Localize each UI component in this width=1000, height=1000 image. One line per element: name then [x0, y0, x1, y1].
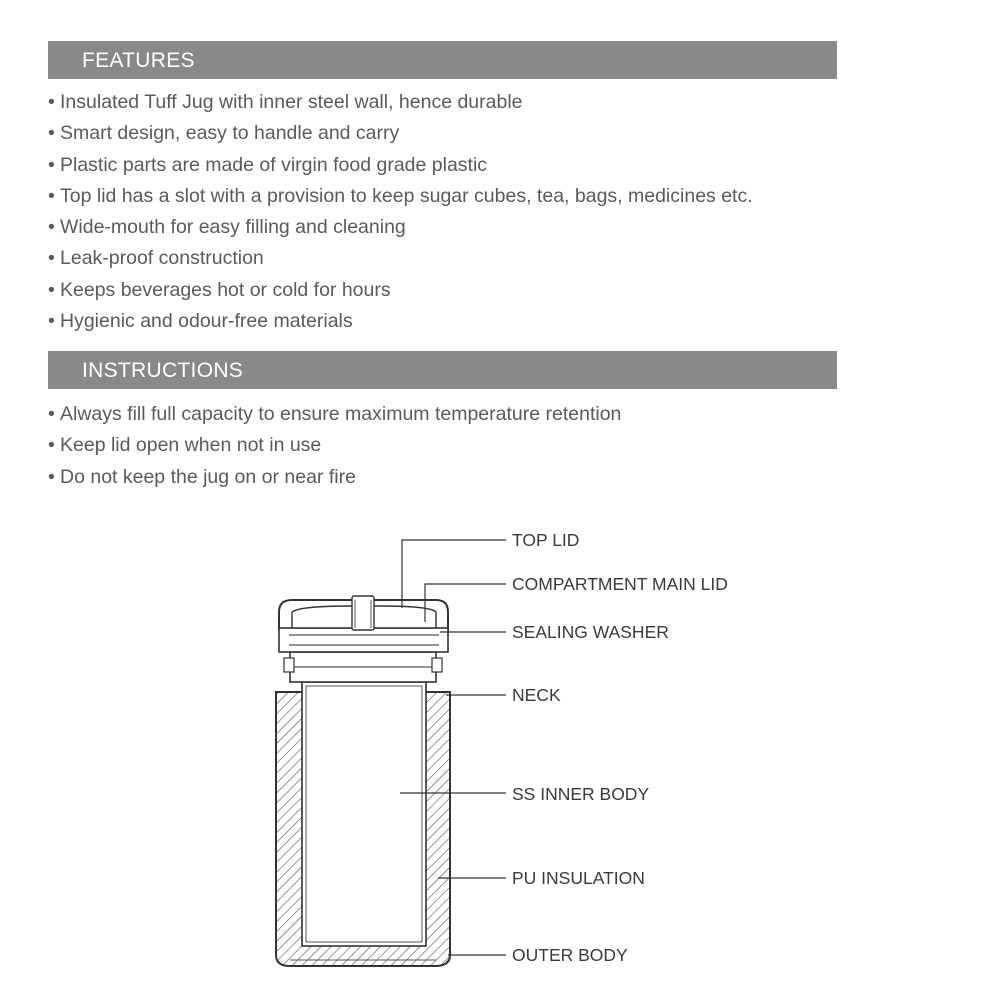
feature-item [48, 275, 753, 306]
feature-item [48, 306, 753, 337]
feature-item [48, 118, 753, 149]
jug-neck [284, 652, 442, 682]
features-list [48, 87, 753, 337]
leader-top-lid [402, 540, 506, 608]
label-neck: NECK [512, 685, 561, 705]
feature-item [48, 181, 753, 212]
bullet-dot: • [48, 216, 55, 239]
feature-item [48, 150, 753, 181]
feature-text: Top lid has a slot with a provision to keep sugar cubes, tea, bags, medicines etc. [60, 184, 753, 207]
bullet-dot: • [48, 465, 55, 488]
feature-text: Plastic parts are made of virgin food grade plastic [60, 153, 488, 176]
bullet-dot: • [48, 403, 55, 425]
feature-text: Leak-proof construction [60, 247, 264, 270]
bullet-dot: • [48, 91, 55, 113]
label-sealing-washer: SEALING WASHER [512, 622, 669, 642]
bullet-dot: • [48, 247, 55, 270]
jug-outer-body [276, 682, 450, 966]
instruction-text: Do not keep the jug on or near fire [60, 465, 356, 488]
feature-item [48, 212, 753, 243]
instructions-list [48, 399, 621, 493]
label-compartment-main-lid: COMPARTMENT MAIN LID [512, 574, 728, 594]
bullet-dot: • [48, 310, 55, 333]
label-pu-insulation: PU INSULATION [512, 868, 645, 888]
instructions-header [48, 351, 837, 389]
bullet-dot: • [48, 122, 55, 145]
feature-item [48, 243, 753, 274]
label-outer-body: OUTER BODY [512, 945, 628, 965]
label-ss-inner-body: SS INNER BODY [512, 784, 650, 804]
feature-text: Keeps beverages hot or cold for hours [60, 278, 391, 301]
features-title: FEATURES [82, 49, 195, 72]
bullet-dot: • [48, 278, 55, 301]
bullet-dot: • [48, 153, 55, 176]
instructions-title: INSTRUCTIONS [82, 359, 244, 382]
instruction-item [48, 462, 621, 493]
feature-text: Smart design, easy to handle and carry [60, 122, 400, 145]
jug-diagram [0, 500, 1000, 1000]
bullet-dot: • [48, 184, 55, 207]
label-top-lid: TOP LID [512, 530, 580, 550]
features-header [48, 41, 837, 79]
feature-text: Wide-mouth for easy filling and cleaning [60, 216, 406, 239]
feature-text: Hygienic and odour-free materials [60, 310, 353, 333]
feature-text: Insulated Tuff Jug with inner steel wall, hence durable [60, 91, 523, 113]
instruction-item [48, 430, 621, 461]
instruction-item [48, 399, 621, 430]
instruction-text: Keep lid open when not in use [60, 434, 322, 457]
bullet-dot: • [48, 434, 55, 457]
instruction-text: Always fill full capacity to ensure maximum temperature retention [60, 403, 622, 425]
feature-item [48, 87, 753, 118]
